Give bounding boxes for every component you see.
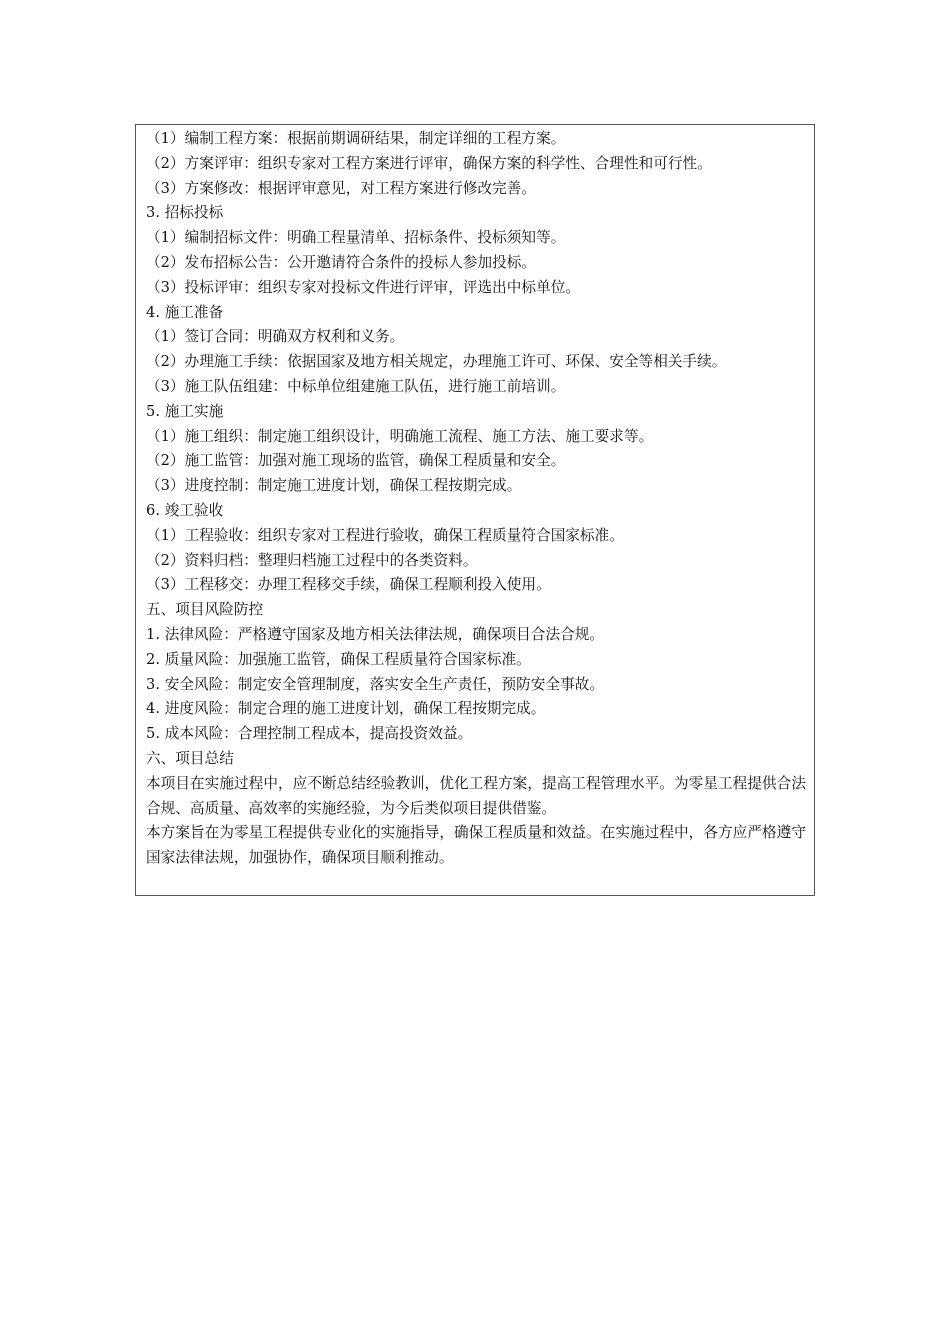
chapter-heading: 五、项目风险防控 [146,601,264,619]
text-line: （3）施工队伍组建：中标单位组建施工队伍，进行施工前培训。 [146,377,566,395]
document-text-box [135,124,815,896]
text-line: （1）编制工程方案：根据前期调研结果，制定详细的工程方案。 [146,130,566,147]
text-line: （3）工程移交：办理工程移交手续，确保工程顺利投入使用。 [146,576,551,594]
text-line: （1）签订合同：明确双方权利和义务。 [146,328,405,346]
section-heading: 4. 施工准备 [146,303,224,321]
section-heading: 6. 竣工验收 [146,501,224,519]
summary-paragraph: 本方案旨在为零星工程提供专业化的实施指导，确保工程质量和效益。在实施过程中，各方应严格遵守国家法律法规，加强协作，确保项目顺利推动。 [146,824,806,867]
text-line: （1）编制招标文件：明确工程量清单、招标条件、投标须知等。 [146,229,566,247]
text-line: 5. 成本风险：合理控制工程成本，提高投资效益。 [146,725,473,743]
text-line: 3. 安全风险：制定安全管理制度，落实安全生产责任，预防安全事故。 [146,675,605,693]
text-line: （1）工程验收：组织专家对工程进行验收，确保工程质量符合国家标准。 [146,526,624,544]
text-line: （3）进度控制：制定施工进度计划，确保工程按期完成。 [146,477,522,495]
section-heading: 3. 招标投标 [146,204,224,222]
text-line: 2. 质量风险：加强施工监管，确保工程质量符合国家标准。 [146,650,531,668]
text-line: （2）资料归档：整理归档施工过程中的各类资料。 [146,551,478,569]
text-line: （3）方案修改：根据评审意见，对工程方案进行修改完善。 [146,179,537,197]
chapter-heading: 六、项目总结 [146,749,234,767]
text-line: （3）投标评审：组织专家对投标文件进行评审，评选出中标单位。 [146,278,581,296]
text-line: （1）施工组织：制定施工组织设计，明确施工流程、施工方法、施工要求等。 [146,427,654,445]
text-line: （2）施工监管：加强对施工现场的监管，确保工程质量和安全。 [146,452,566,470]
text-line: 1. 法律风险：严格遵守国家及地方相关法律法规，确保项目合法合规。 [146,625,605,643]
text-line: （2）办理施工手续：依据国家及地方相关规定，办理施工许可、环保、安全等相关手续。 [146,353,727,371]
summary-paragraph: 本项目在实施过程中，应不断总结经验教训，优化工程方案，提高工程管理水平。为零星工程提供合法合规、高质量、高效率的实施经验，为今后类似项目提供借鉴。 [146,774,806,817]
text-line: （2）方案评审：组织专家对工程方案进行评审，确保方案的科学性、合理性和可行性。 [146,154,712,172]
text-line: （2）发布招标公告：公开邀请符合条件的投标人参加投标。 [146,253,537,271]
section-heading: 5. 施工实施 [146,402,224,420]
text-line: 4. 进度风险：制定合理的施工进度计划，确保工程按期完成。 [146,700,546,718]
